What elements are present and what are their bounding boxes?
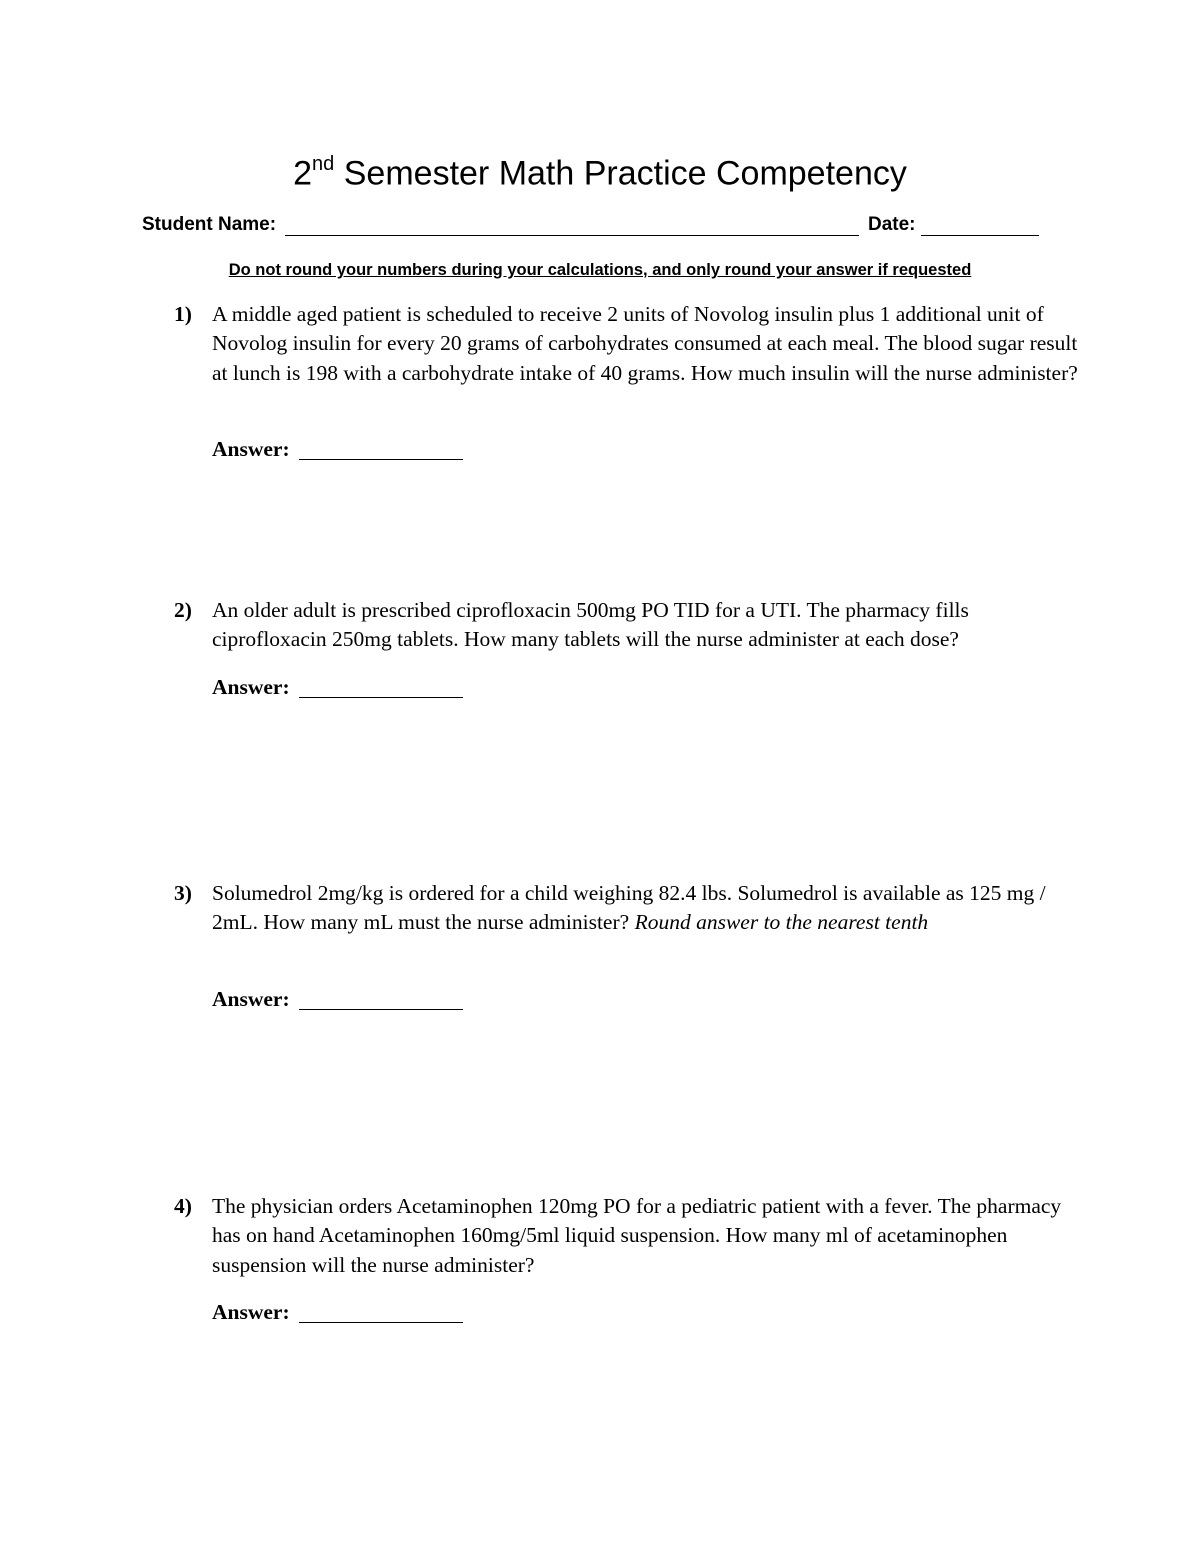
- question-number: 4): [174, 1194, 192, 1218]
- answer-label: Answer:: [212, 987, 290, 1011]
- question-text: [212, 300, 1082, 388]
- question-text: [212, 596, 1082, 655]
- title-superscript: nd: [312, 153, 335, 175]
- date-label: Date:: [868, 214, 916, 235]
- page-title: [0, 142, 1200, 197]
- answer-2: [212, 672, 472, 704]
- answer-blank[interactable]: [299, 459, 463, 460]
- instruction-text: Do not round your numbers during your calculations, and only round your answer if requested: [228, 261, 972, 279]
- answer-blank[interactable]: [299, 1009, 463, 1010]
- student-info-line: [142, 210, 1042, 242]
- question-number: 1): [174, 302, 192, 326]
- answer-label: Answer:: [212, 1300, 290, 1324]
- title-text: Semester Math Practice Competency: [343, 154, 907, 193]
- title-number: 2: [293, 154, 313, 193]
- answer-3: [212, 984, 472, 1016]
- answer-label: Answer:: [212, 437, 290, 461]
- answer-blank[interactable]: [299, 697, 463, 698]
- question-number: 3): [174, 881, 192, 905]
- question-note: Round answer to the nearest tenth: [634, 910, 929, 935]
- student-name-blank[interactable]: [285, 235, 859, 236]
- answer-blank[interactable]: [299, 1322, 463, 1323]
- question-text: [212, 1192, 1082, 1280]
- question-number: 2): [174, 598, 192, 622]
- answer-label: Answer:: [212, 675, 290, 699]
- answer-4: [212, 1297, 472, 1329]
- question-body: The physician orders Acetaminophen 120mg PO for a pediatric patient with a fever. The pharmacy has on hand Acetaminophen 160mg/5ml liquid suspension. How many ml of acetaminophen suspension will the nurse administer?: [212, 1194, 1062, 1277]
- question-body: Solumedrol 2mg/kg is ordered for a child weighing 82.4 lbs. Solumedrol is available as 125 mg / 2mL. How many mL must the nurse administer?: [212, 881, 1046, 935]
- question-body: An older adult is prescribed ciprofloxacin 500mg PO TID for a UTI. The pharmacy fills ciprofloxacin 250mg tablets. How many tablets will the nurse administer at each dose?: [212, 598, 969, 652]
- student-name-label: Student Name:: [142, 214, 277, 235]
- date-blank[interactable]: [921, 235, 1039, 236]
- answer-1: [212, 434, 472, 466]
- question-body: A middle aged patient is scheduled to receive 2 units of Novolog insulin plus 1 additional unit of Novolog insulin for every 20 grams of carbohydrates consumed at each meal. The blood sugar result at lunch is 198 with a carbohydrate intake of 40 grams. How much insulin will the nurse administer?: [212, 302, 1078, 385]
- question-text: [212, 879, 1082, 938]
